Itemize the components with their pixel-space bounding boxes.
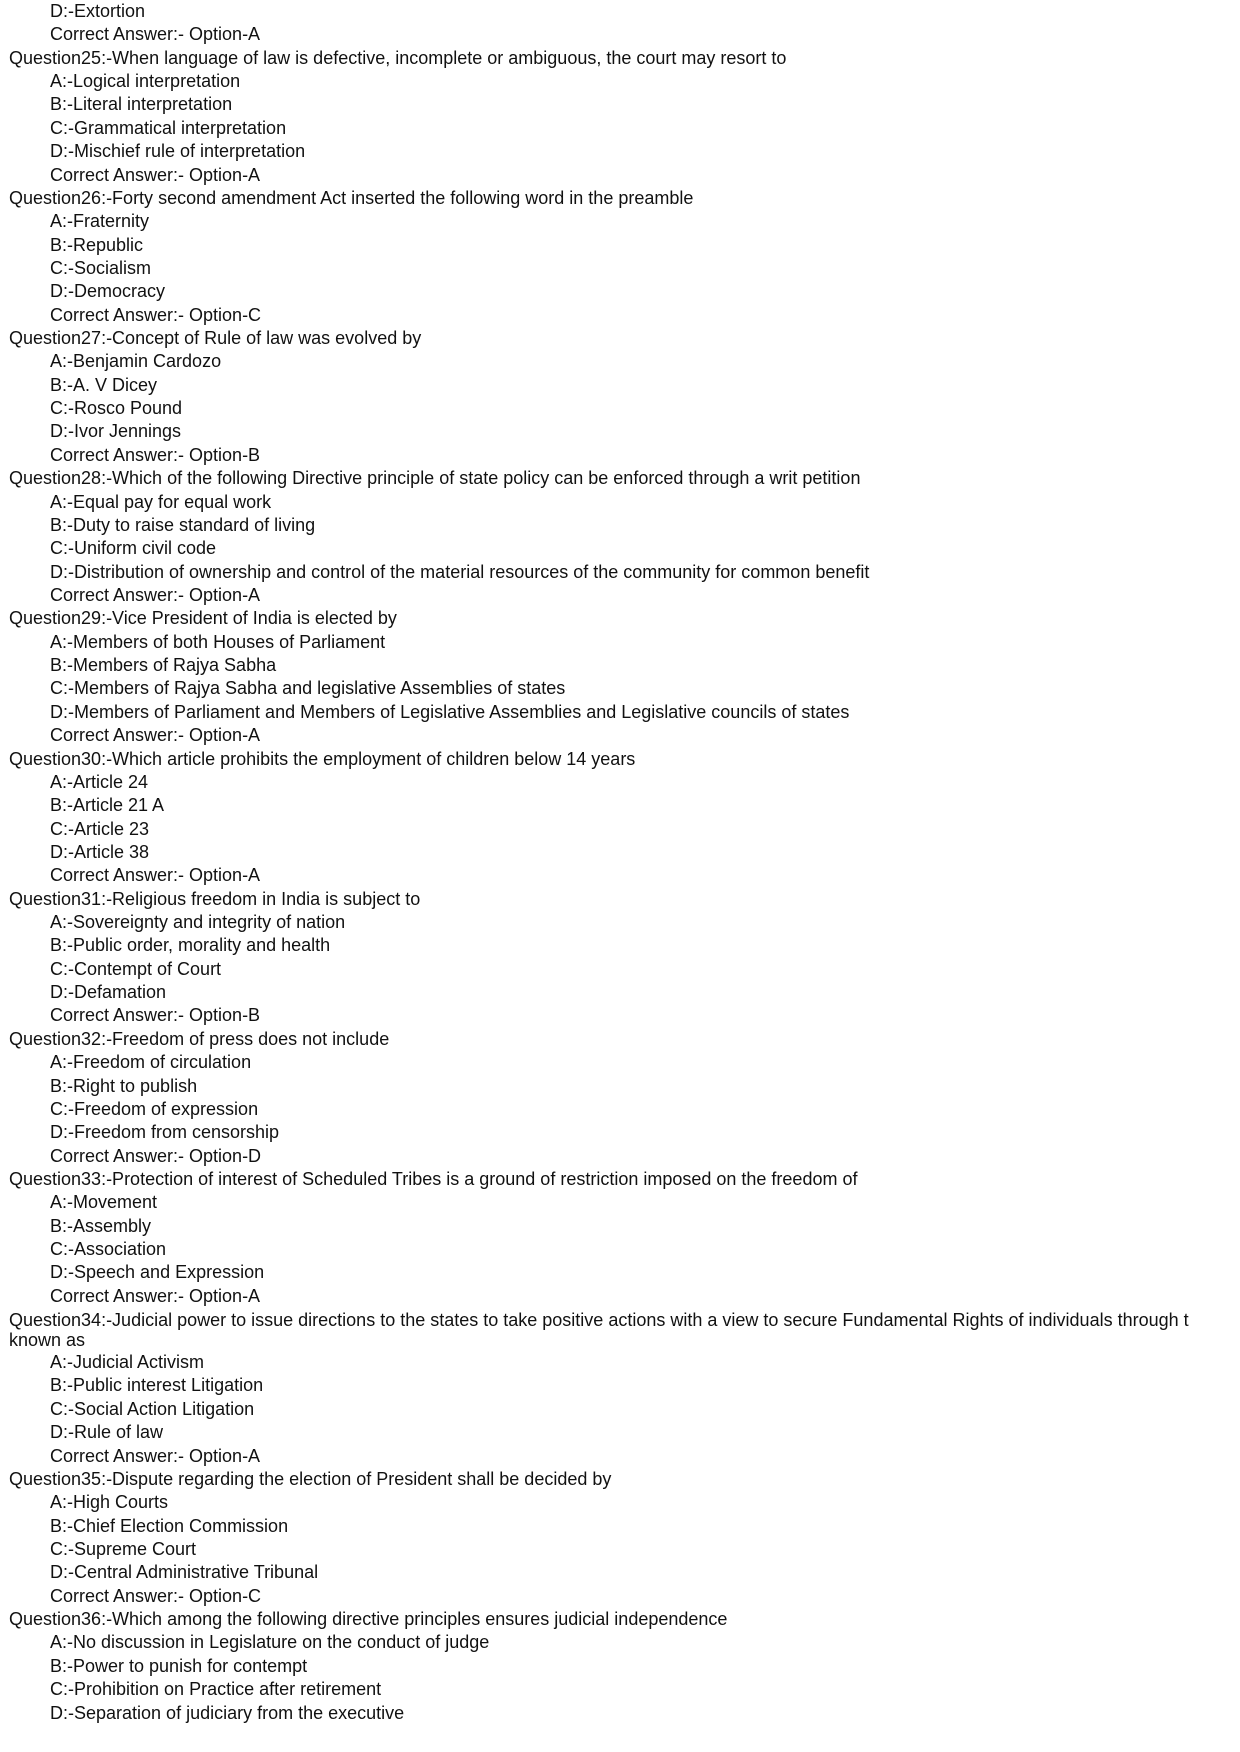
- option-line: B:-Literal interpretation: [50, 94, 233, 115]
- option-line: A:-Judicial Activism: [50, 1352, 205, 1373]
- option-line: D:-Ivor Jennings: [50, 421, 182, 442]
- correct-answer-line: Correct Answer:- Option-A: [50, 865, 261, 886]
- option-line: D:-Separation of judiciary from the executive: [50, 1702, 405, 1723]
- option-line: B:-Article 21 A: [50, 795, 165, 816]
- option-line: A:-No discussion in Legislature on the conduct of judge: [50, 1632, 490, 1653]
- question-text-continuation: known as: [9, 1330, 86, 1351]
- question-text: Question30:-Which article prohibits the employment of children below 14 years: [9, 748, 636, 769]
- option-line: D:-Extortion: [50, 1, 146, 21]
- option-line: B:-Chief Election Commission: [50, 1515, 289, 1536]
- option-line: A:-Equal pay for equal work: [50, 491, 272, 512]
- option-line: C:-Members of Rajya Sabha and legislative Assemblies of states: [50, 678, 566, 699]
- option-line: C:-Association: [50, 1239, 167, 1260]
- correct-answer-line: Correct Answer:- Option-C: [50, 1585, 262, 1606]
- option-line: D:-Mischief rule of interpretation: [50, 141, 306, 162]
- option-line: C:-Uniform civil code: [50, 538, 217, 559]
- correct-answer-line: Correct Answer:- Option-C: [50, 304, 262, 325]
- option-line: A:-Freedom of circulation: [50, 1052, 252, 1073]
- correct-answer-line: Correct Answer:- Option-A: [50, 1445, 261, 1466]
- option-line: B:-Public interest Litigation: [50, 1375, 264, 1396]
- option-line: A:-Article 24: [50, 771, 149, 792]
- correct-answer-line: Correct Answer:- Option-B: [50, 1005, 261, 1026]
- question-text: Question36:-Which among the following directive principles ensures judicial independence: [9, 1609, 728, 1630]
- option-line: D:-Speech and Expression: [50, 1262, 265, 1283]
- option-line: D:-Rule of law: [50, 1422, 164, 1443]
- question-text: Question32:-Freedom of press does not include: [9, 1028, 390, 1049]
- question-text: [9, 1308, 1240, 1351]
- option-line: D:-Distribution of ownership and control of the material resources of the community for common benefit: [50, 561, 870, 582]
- correct-answer-line: Correct Answer:- Option-A: [50, 24, 261, 45]
- option-line: C:-Contempt of Court: [50, 958, 222, 979]
- option-line: D:-Freedom from censorship: [50, 1122, 280, 1143]
- question-text: Question33:-Protection of interest of Scheduled Tribes is a ground of restriction imposed on the freedom of: [9, 1168, 858, 1189]
- option-line: B:-Public order, morality and health: [50, 935, 331, 956]
- option-line: C:-Socialism: [50, 257, 152, 278]
- option-line: A:-Members of both Houses of Parliament: [50, 631, 386, 652]
- option-line: B:-Assembly: [50, 1215, 152, 1236]
- question-text: Question25:-When language of law is defective, incomplete or ambiguous, the court may resort to: [9, 47, 787, 68]
- option-line: A:-Sovereignty and integrity of nation: [50, 912, 346, 933]
- correct-answer-line: Correct Answer:- Option-A: [50, 164, 261, 185]
- option-line: D:-Central Administrative Tribunal: [50, 1562, 319, 1583]
- option-line: C:-Rosco Pound: [50, 398, 183, 419]
- correct-answer-line: Correct Answer:- Option-A: [50, 1285, 261, 1306]
- option-line: B:-A. V Dicey: [50, 374, 158, 395]
- option-line: C:-Social Action Litigation: [50, 1398, 255, 1419]
- question-text: Question26:-Forty second amendment Act inserted the following word in the preamble: [9, 187, 694, 208]
- option-line: C:-Freedom of expression: [50, 1098, 259, 1119]
- option-line: A:-Logical interpretation: [50, 71, 241, 92]
- option-line: A:-Movement: [50, 1192, 158, 1213]
- correct-answer-line: Correct Answer:- Option-A: [50, 584, 261, 605]
- option-line: C:-Supreme Court: [50, 1539, 197, 1559]
- option-line: D:-Defamation: [50, 982, 167, 1003]
- correct-answer-line: Correct Answer:- Option-B: [50, 444, 261, 465]
- option-line: C:-Article 23: [50, 818, 150, 839]
- option-line: B:-Right to publish: [50, 1075, 198, 1096]
- correct-answer-line: Correct Answer:- Option-D: [50, 1145, 262, 1166]
- question-text-line: Question34:-Judicial power to issue directions to the states to take positive actions with a view to secure Fundamental Rights of individuals through t: [9, 1310, 1189, 1331]
- option-line: A:-High Courts: [50, 1492, 169, 1513]
- option-line: B:-Power to punish for contempt: [50, 1655, 308, 1676]
- option-line: B:-Duty to raise standard of living: [50, 514, 316, 535]
- option-line: C:-Prohibition on Practice after retirement: [50, 1679, 382, 1700]
- option-line: C:-Grammatical interpretation: [50, 117, 287, 138]
- question-document: [9, 0, 1240, 1725]
- question-text: Question28:-Which of the following Directive principle of state policy can be enforced through a writ petition: [9, 468, 861, 489]
- question-text: Question31:-Religious freedom in India is subject to: [9, 888, 421, 909]
- option-line: D:-Democracy: [50, 281, 166, 302]
- option-line: D:-Members of Parliament and Members of Legislative Assemblies and Legislative councils of states: [50, 701, 850, 722]
- correct-answer-line: Correct Answer:- Option-A: [50, 725, 261, 746]
- option-line: B:-Members of Rajya Sabha: [50, 655, 277, 676]
- option-line: D:-Article 38: [50, 841, 150, 862]
- question-text: Question27:-Concept of Rule of law was evolved by: [9, 328, 422, 349]
- option-line: A:-Fraternity: [50, 211, 150, 232]
- option-line: B:-Republic: [50, 234, 144, 255]
- option-line: A:-Benjamin Cardozo: [50, 351, 222, 372]
- question-text: Question35:-Dispute regarding the election of President shall be decided by: [9, 1468, 612, 1489]
- question-text: Question29:-Vice President of India is elected by: [9, 608, 397, 629]
